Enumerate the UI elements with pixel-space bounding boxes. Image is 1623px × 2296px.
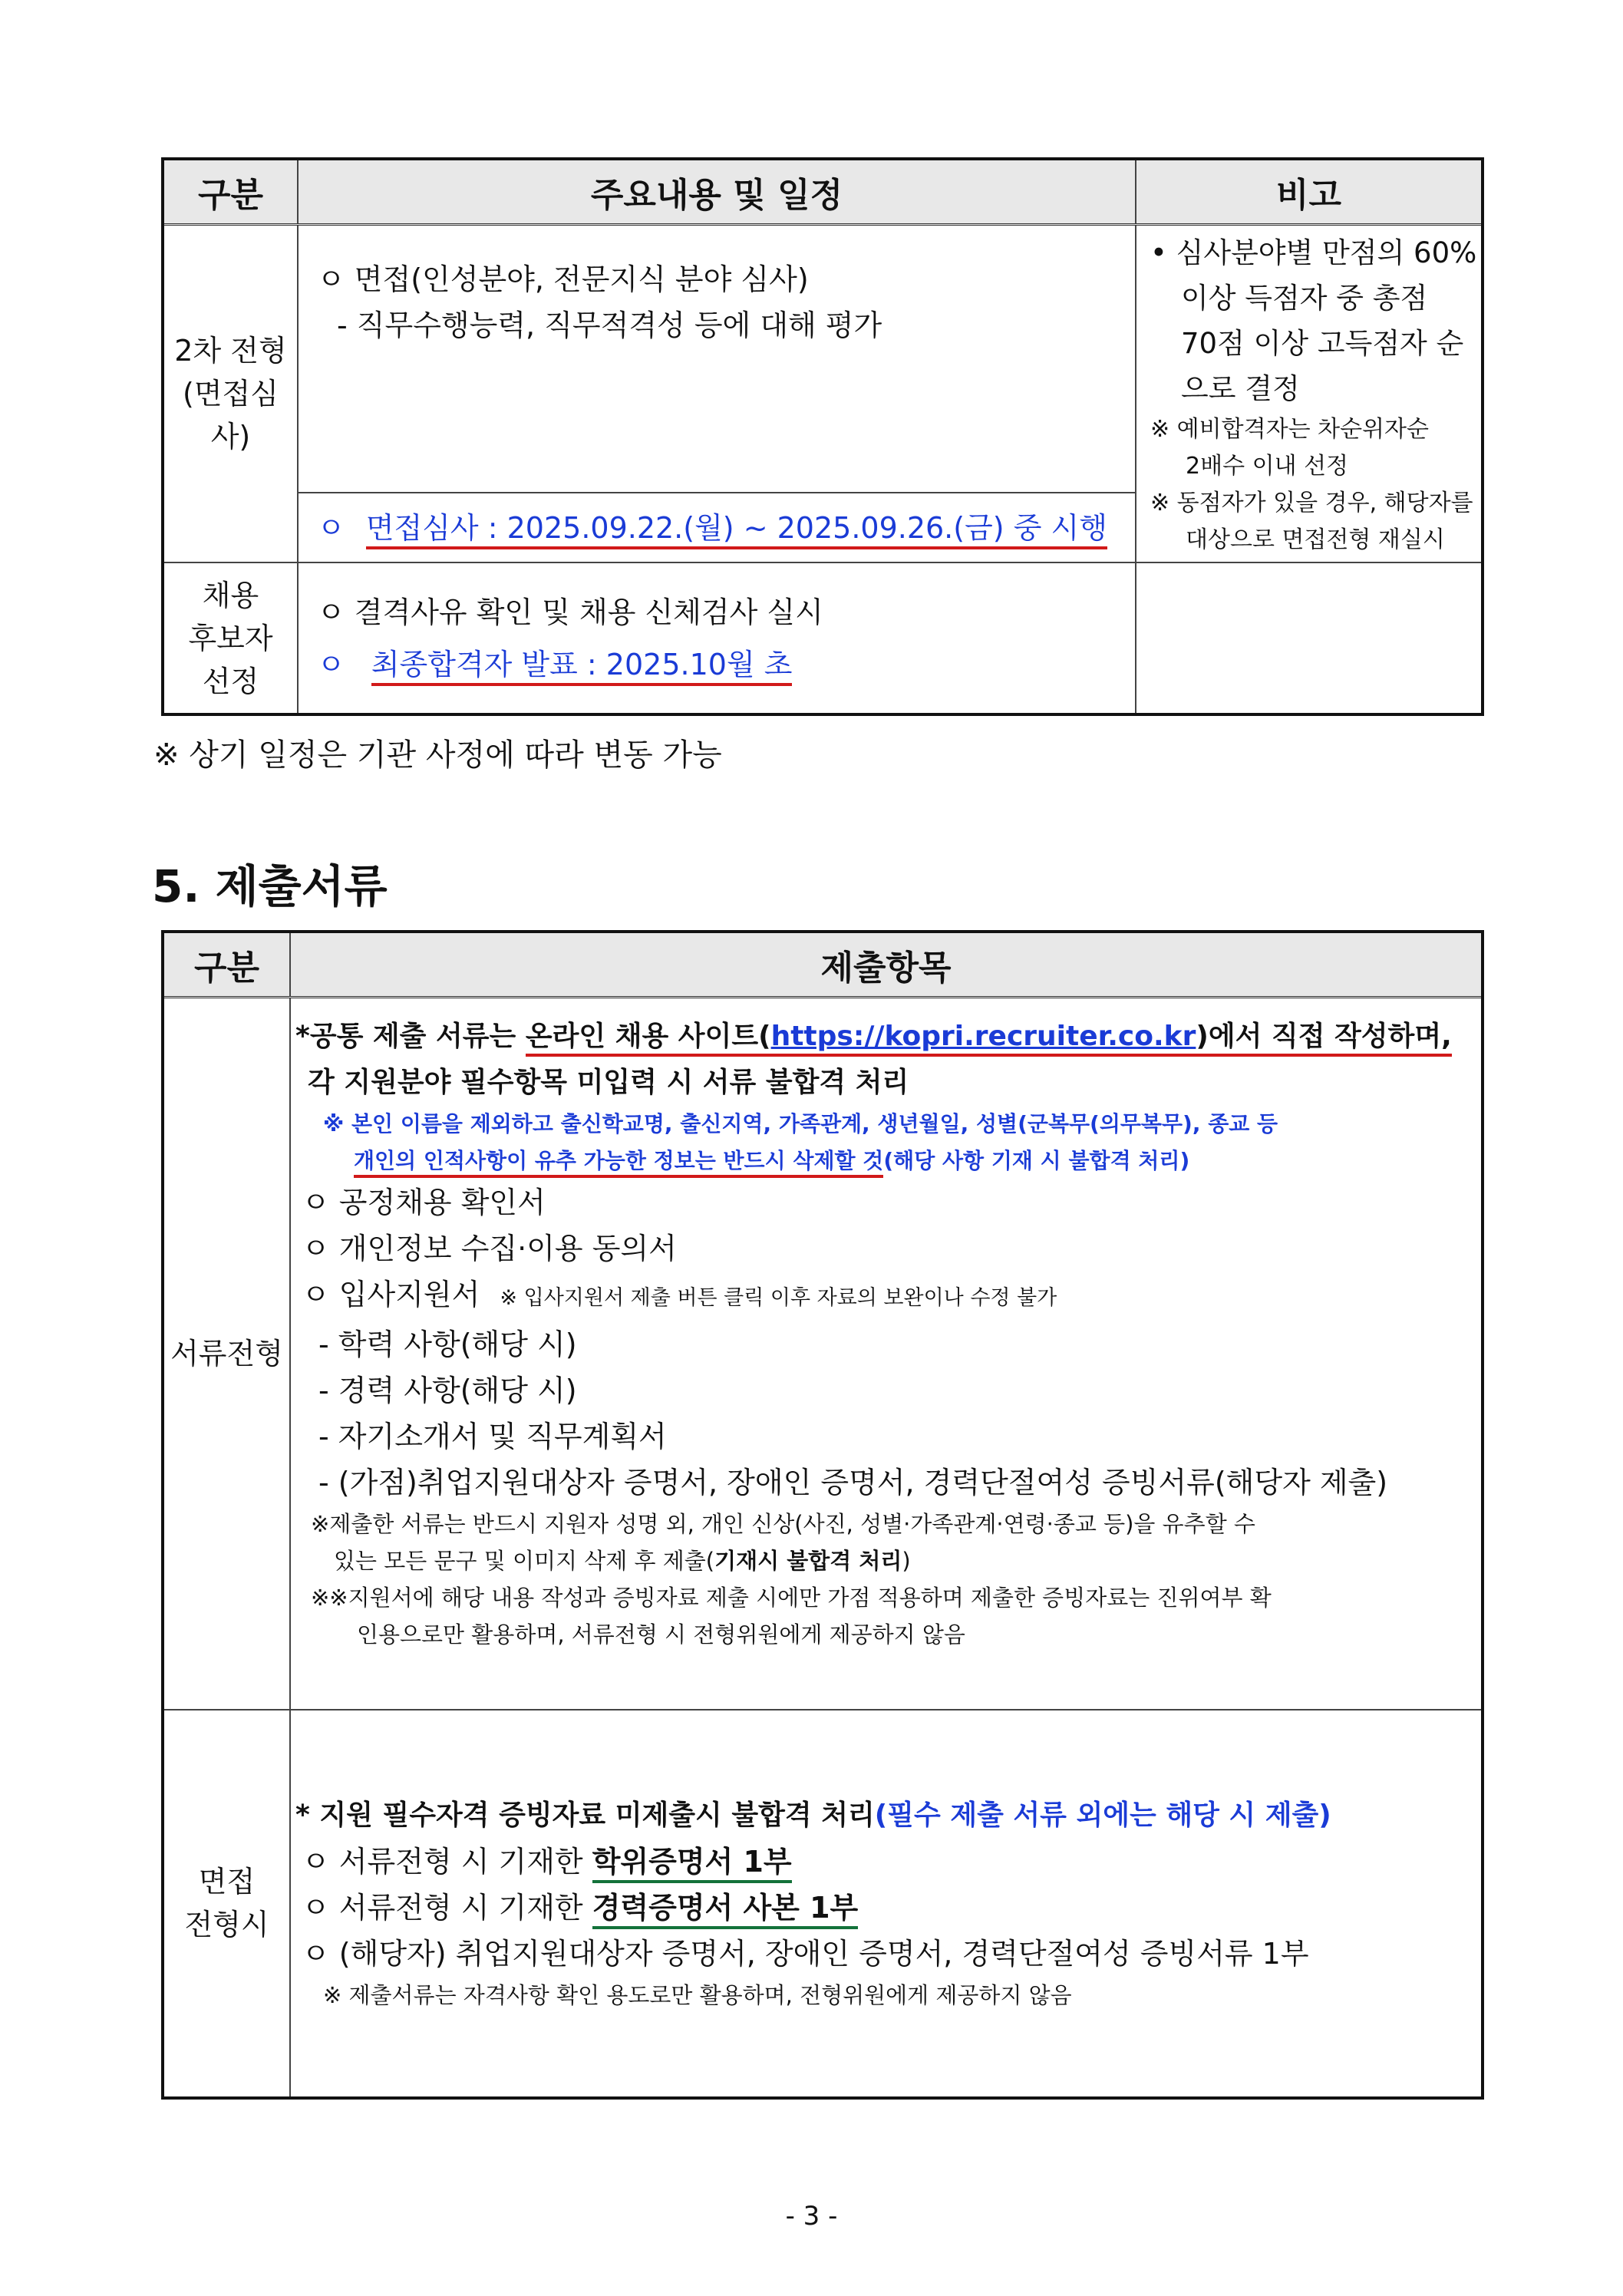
documents-table-header bbox=[163, 932, 1483, 998]
remark-cell: • 심사분야별 만점의 60% 이상 득점자 중 총점 70점 이상 고득점자 순 으로 결정 ※ 예비합격자는 차순위자순 2배수 이내 선정 ※ 동점자가 있을 경우, 해당자를 대상으로 면접전형 재실시 bbox=[1136, 225, 1483, 563]
row-category: 채용 후보자 선정 bbox=[163, 562, 298, 714]
row-category: 면접 전형시 bbox=[163, 1710, 290, 2098]
header-items: 제출항목 bbox=[290, 932, 1483, 998]
page-number: - 3 - bbox=[785, 2201, 838, 2232]
schedule-notice: ※ 상기 일정은 기관 사정에 따라 변동 가능 bbox=[153, 737, 722, 773]
document-screening-items: *공통 제출 서류는 온라인 채용 사이트(https://kopri.recruiter.co.kr)에서 직접 작성하며, 각 지원분야 필수항목 미입력 시 서류 불합격 처리 ※ 본인 이름을 제외하고 출신학교명, 출신지역, 가족관계, 생년월일, 성별(군복무(의무복무), 종교 등 개인의 인적사항이 유추 가능한 정보는 반드시 삭제할 것(해당 사항 기재 시 불합격 처리) ㅇ 공정채용 확인서 ㅇ 개인정보 수집·이용 동의서 ㅇ 입사지원서 ※ 입사지원서 제출 버튼 클릭 이후 자료의 보완이나 수정 불가 - 학력 사항(해당 시) - 경력 사항(해당 시) - 자기소개서 및 직무계획서 - (가점)취업지원대상자 증명서, 장애인 증명서, 경력단절여성 증빙서류(해당자 제출) ※제출한 서류는 반드시 지원자 성명 외, 개인 신상(사진, 성별·가족관계·연령·종교 등)을 유추할 수 있는 모든 문구 및 이미지 삭제 후 제출(기재시 불합격 처리) ※※지원서에 해당 내용 작성과 증빙자료 제출 시에만 가점 적용하며 제출한 증빙자료는 진위여부 확 인용으로만 활용하며, 서류전형 시 전형위원에게 제공하지 않음 bbox=[290, 998, 1483, 1710]
interview-documents-items: * 지원 필수자격 증빙자료 미제출시 불합격 처리(필수 제출 서류 외에는 해당 시 제출) ㅇ 서류전형 시 기재한 학위증명서 1부 ㅇ 서류전형 시 기재한 경력증명서 사본 1부 ㅇ (해당자) 취업지원대상자 증명서, 장애인 증명서, 경력단절여성 증빙서류 1부 ※ 제출서류는 자격사항 확인 용도로만 활용하며, 전형위원에게 제공하지 않음 bbox=[290, 1710, 1483, 2098]
final-announcement: 최종합격자 발표 : 2025.10월 초 bbox=[371, 648, 793, 686]
interview-schedule-date: 면접심사 : 2025.09.22.(월) ~ 2025.09.26.(금) 중 시행 bbox=[366, 511, 1107, 549]
degree-certificate: 학위증명서 1부 bbox=[592, 1845, 792, 1883]
interview-schedule: ㅇ 면접심사 : 2025.09.22.(월) ~ 2025.09.26.(금) 중 시행 bbox=[298, 493, 1136, 562]
schedule-table bbox=[161, 157, 1484, 716]
documents-table bbox=[161, 930, 1484, 2100]
header-category: 구분 bbox=[163, 159, 298, 225]
table-row-interview bbox=[163, 225, 1483, 493]
row-category: 서류전형 bbox=[163, 998, 290, 1710]
remark-empty bbox=[1136, 562, 1483, 714]
recruit-site-link[interactable]: https://kopri.recruiter.co.kr bbox=[770, 1021, 1196, 1052]
schedule-table-header bbox=[163, 159, 1483, 225]
interview-sub-item: - 직무수행능력, 직무적격성 등에 대해 평가 bbox=[337, 308, 882, 342]
candidate-details: ㅇ 결격사유 확인 및 채용 신체검사 실시 ㅇ 최종합격자 발표 : 2025.10월 초 bbox=[298, 562, 1136, 714]
header-category: 구분 bbox=[163, 932, 290, 998]
interview-details bbox=[298, 225, 1136, 493]
table-row-candidate bbox=[163, 562, 1483, 714]
section-title: 5. 제출서류 bbox=[152, 860, 388, 912]
table-row-interview-documents bbox=[163, 1710, 1483, 2098]
header-content: 주요내용 및 일정 bbox=[298, 159, 1136, 225]
interview-item: ㅇ 면접(인성분야, 전문지식 분야 심사) bbox=[317, 262, 809, 296]
table-row-document-screening bbox=[163, 998, 1483, 1710]
row-category: 2차 전형 (면접심사) bbox=[163, 225, 298, 563]
header-remark: 비고 bbox=[1136, 159, 1483, 225]
career-certificate: 경력증명서 사본 1부 bbox=[592, 1891, 859, 1929]
